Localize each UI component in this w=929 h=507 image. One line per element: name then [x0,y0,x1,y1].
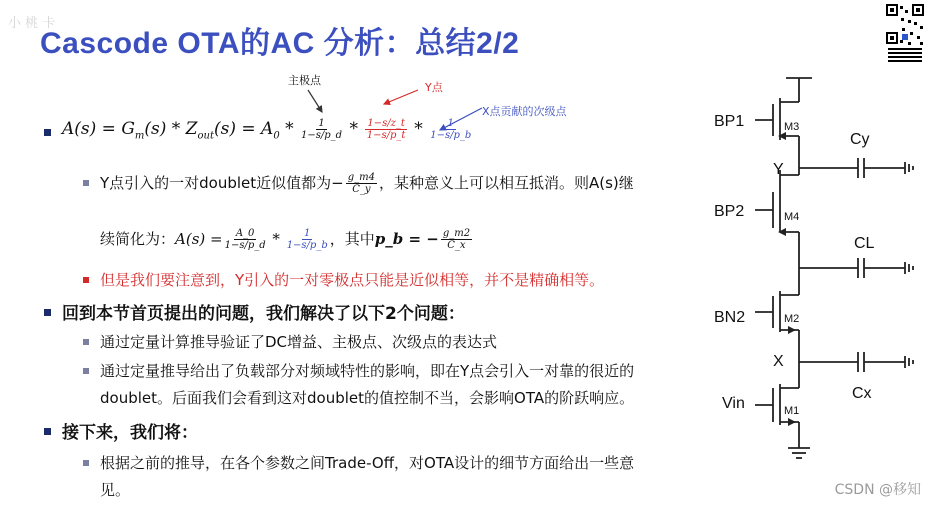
frac-num: 1 [447,118,454,129]
annotation-y-point: Y点 [425,81,443,94]
label-bp1: BP1 [714,113,745,130]
sub-bullet-marker [83,180,89,186]
sub-bullet-marker [83,460,89,466]
frac-den: C_x [447,240,466,251]
pb-fraction [441,228,472,251]
next-item-line2: 见。 [100,481,131,499]
qr-code-icon [884,2,926,64]
bullet-marker [44,309,51,316]
frac-num: 1 [304,228,311,239]
label-m2: M2 [784,313,800,325]
formula-gm-sub: m [134,130,145,142]
sub-bullet-marker [83,339,89,345]
pb-lhs: p_b = − [374,230,439,248]
formula-lhs: A(s) = G [62,119,135,139]
x-pole-fraction [430,118,471,141]
annotation-x-secondary: X点贡献的次级点 [482,105,567,118]
y-doublet-fraction [365,118,407,141]
red-warning-note: 但是我们要注意到，Y引入的一对零极点只能是近似相等，并不是精确相等。 [100,271,605,289]
sub-bullet-marker [83,277,89,283]
label-bn2: BN2 [714,309,746,326]
doublet-text-a: Y点引入的一对doublet近似值都为− [100,174,344,192]
formula-star: * [344,119,364,139]
doublet-value-fraction [346,172,377,195]
label-m1: M1 [784,405,800,417]
resolved-item-2-line2: doublet。后面我们会看到这对doublet的值控制不当，会影响OTA的阶跃响应。 [100,389,635,407]
frac-num: A_0 [235,228,255,239]
resolved-item-2-line1: 通过定量推导给出了负载部分对频域特性的影响，即在Y点会引入一对靠的很近的 [100,362,635,380]
frac-den: C_y [352,184,371,195]
page-title: Cascode OTA的AC 分析：总结2/2 [40,27,520,60]
doublet-note [100,172,634,195]
csdn-watermark: CSDN @移知 [834,482,921,498]
simplified-where: ，其中 [329,230,375,248]
label-x-node: X [773,353,784,370]
frac-num: 1−s/z_t [367,118,405,129]
frac-num: 1 [318,118,325,129]
frac-den: 1−s/p_d [301,130,343,141]
formula-star: * [279,119,299,139]
label-bp2: BP2 [714,203,745,220]
label-m4: M4 [784,211,800,223]
frac-num: g_m2 [442,228,471,239]
next-item-line1: 根据之前的推导，在各个参数之间Trade-Off，对OTA设计的细节方面给出一些意 [100,454,635,472]
simplified-frac-2 [287,228,328,251]
section-heading-next: 接下来，我们将： [62,423,198,443]
simplified-lhs: A(s) = [175,230,223,248]
annotation-main-pole: 主极点 [288,74,321,87]
label-y-node: Y [773,161,784,178]
simplified-frac-1 [225,228,266,251]
frac-num: g_m4 [347,172,375,183]
label-cy: Cy [850,131,870,148]
frac-den: 1−s/p_t [366,130,406,141]
simplified-formula-line: 续简化为：A(s) = $\frac{A\_0}{1-s/p\_d}$ * $\frac{1}{1-s/p\_b}$ ，其中p_b = − $\frac{g\_m2}{C\_x}$ [100,228,471,251]
frac-den: 1−s/p_b [286,240,328,251]
formula-mid: (s) * Z [144,119,198,139]
formula-star: * [408,119,429,139]
label-cl: CL [854,235,875,252]
title-watermark: 小 桃 卡 [8,16,56,31]
label-vin: Vin [722,395,745,412]
sub-bullet-marker [83,368,89,374]
resolved-item-1: 通过定量计算推导验证了DC增益、主极点、次级点的表达式 [100,333,498,351]
formula-zout-sub: out [197,130,214,142]
section-heading-resolved: 回到本节首页提出的问题，我们解决了以下2个问题： [62,304,465,324]
simplified-label: 续简化为： [100,230,176,248]
cascode-ota-schematic [700,70,925,470]
transfer-function-formula [62,118,473,141]
label-m3: M3 [784,121,800,133]
formula-rest: (s) = A [213,119,274,139]
bullet-marker [44,428,51,435]
bullet-marker [44,129,51,136]
formula-a0-sub: 0 [273,130,280,142]
label-cx: Cx [852,385,872,402]
frac-den: 1−s/p_b [430,130,472,141]
doublet-text-b: ，某种意义上可以相互抵消。则A(s)继 [379,174,634,192]
frac-den: 1−s/p_d [224,240,266,251]
dominant-pole-fraction [301,118,342,141]
